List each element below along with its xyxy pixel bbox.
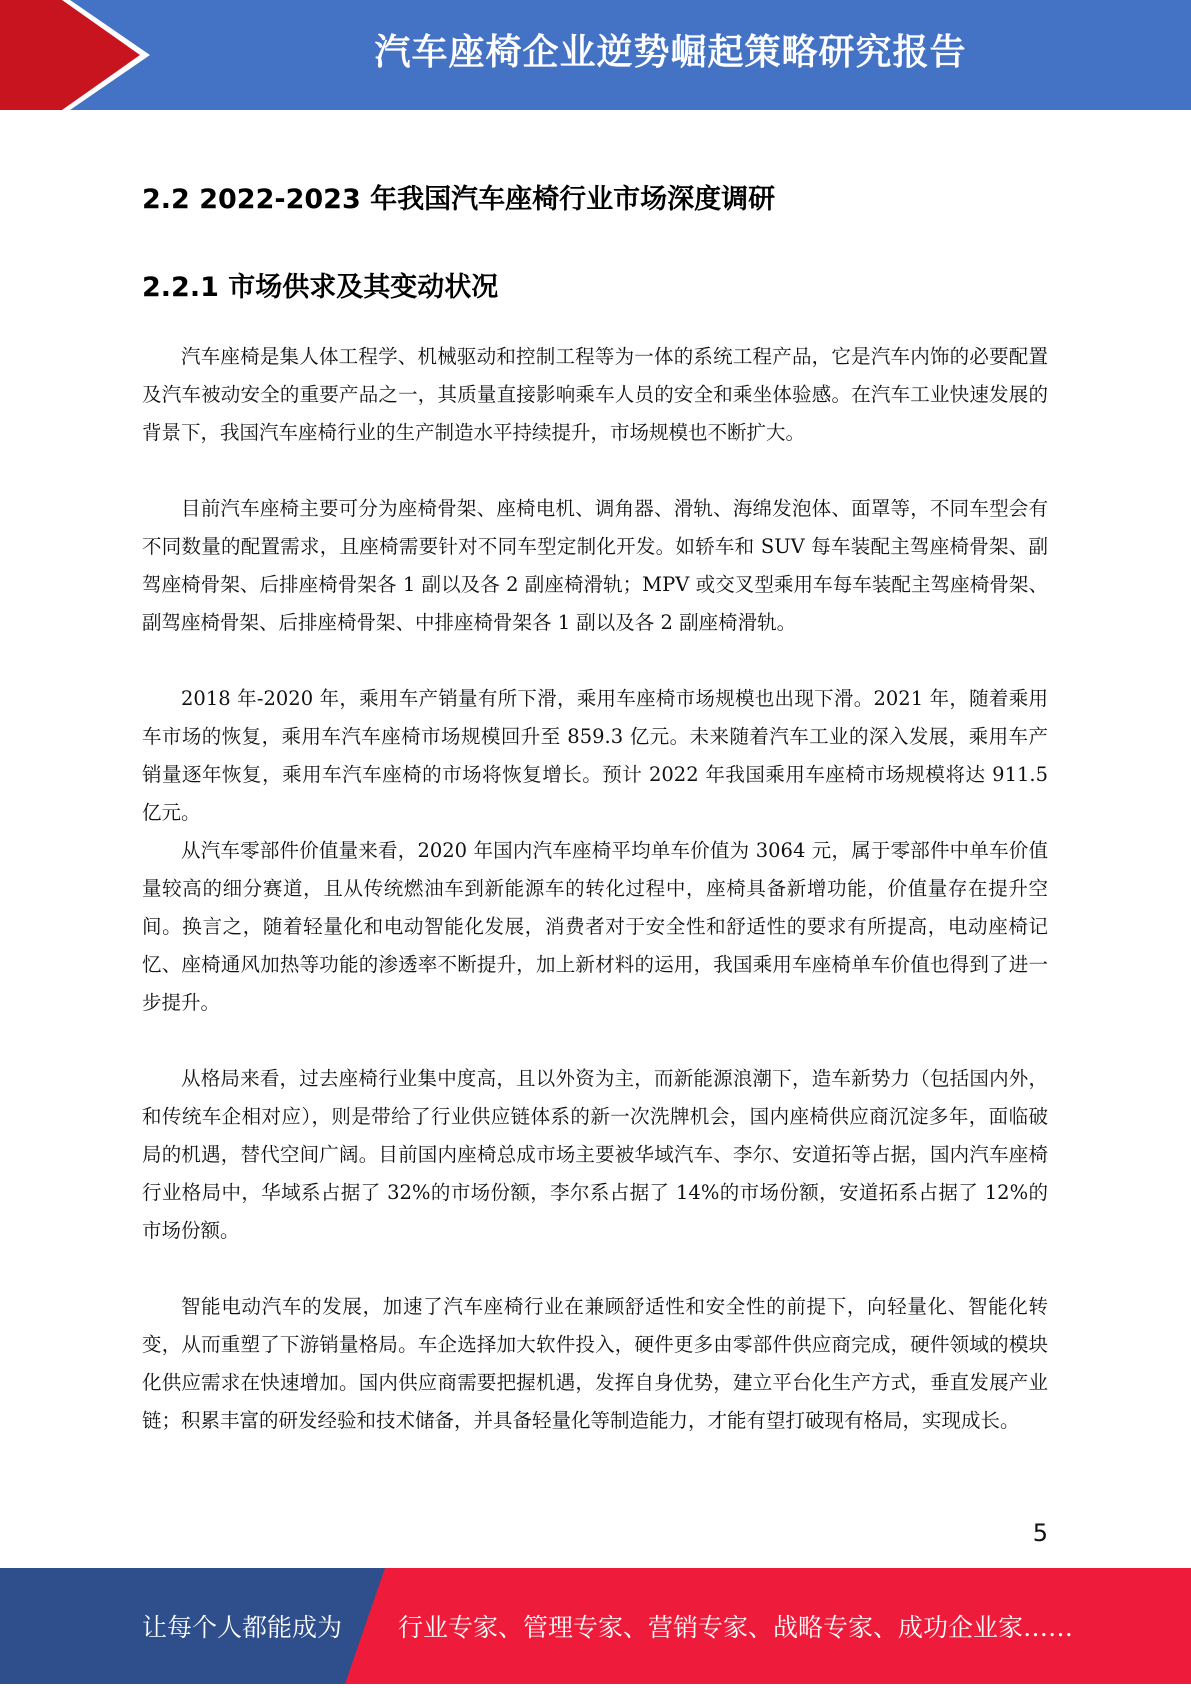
paragraph: 目前汽车座椅主要可分为座椅骨架、座椅电机、调角器、滑轨、海绵发泡体、面罩等，不同车型会有不同数量的配置需求，且座椅需要针对不同车型定制化开发。如轿车和 SUV 每车装配主驾座椅骨架、副驾座椅骨架、后排座椅骨架各 1 副以及各 2 副座椅滑轨；MPV 或交叉型乘用车每车装配主驾座椅骨架、副驾座椅骨架、后排座椅骨架、中排座椅骨架各 1 副以及各 2 副座椅滑轨。 xyxy=(142,497,1048,634)
page-number: 5 xyxy=(1032,1519,1048,1547)
header-arrow-icon xyxy=(0,0,150,110)
paragraph: 2018 年-2020 年，乘用车产销量有所下滑，乘用车座椅市场规模也出现下滑。2021 年，随着乘用车市场的恢复，乘用车汽车座椅市场规模回升至 859.3 亿元。未来随着汽车工业的深入发展，乘用车产销量逐年恢复，乘用车汽车座椅的市场将恢复增长。预计 2022 年我国乘用车座椅市场规模将达 911.5 亿元。 xyxy=(142,687,1048,824)
section-heading: 2.2 2022-2023 年我国汽车座椅行业市场深度调研 xyxy=(142,184,776,215)
paragraph: 汽车座椅是集人体工程学、机械驱动和控制工程等为一体的系统工程产品，它是汽车内饰的必要配置及汽车被动安全的重要产品之一，其质量直接影响乘车人员的安全和乘坐体验感。在汽车工业快速发展的背景下，我国汽车座椅行业的生产制造水平持续提升，市场规模也不断扩大。 xyxy=(142,345,1048,444)
footer-slogan-left: 让每个人都能成为 xyxy=(142,1613,343,1642)
footer-slogan-right: 行业专家、管理专家、营销专家、战略专家、成功企业家…… xyxy=(398,1613,1074,1642)
page-header xyxy=(0,0,1191,110)
paragraph: 从汽车零部件价值量来看，2020 年国内汽车座椅平均单车价值为 3064 元，属于零部件中单车价值量较高的细分赛道，且从传统燃油车到新能源车的转化过程中，座椅具备新增功能，价值量存在提升空间。换言之，随着轻量化和电动智能化发展，消费者对于安全性和舒适性的要求有所提高，电动座椅记忆、座椅通风加热等功能的渗透率不断提升，加上新材料的运用，我国乘用车座椅单车价值也得到了进一步提升。 xyxy=(142,839,1048,1014)
report-title: 汽车座椅企业逆势崛起策略研究报告 xyxy=(374,32,967,73)
page-footer xyxy=(0,1568,1191,1684)
document-body xyxy=(142,170,1048,1440)
paragraph: 从格局来看，过去座椅行业集中度高，且以外资为主，而新能源浪潮下，造车新势力（包括国内外，和传统车企相对应），则是带给了行业供应链体系的新一次洗牌机会，国内座椅供应商沉淀多年，面临破局的机遇，替代空间广阔。目前国内座椅总成市场主要被华域汽车、李尔、安道拓等占据，国内汽车座椅行业格局中，华域系占据了 32%的市场份额，李尔系占据了 14%的市场份额，安道拓系占据了 12%的市场份额。 xyxy=(142,1067,1048,1242)
paragraph: 智能电动汽车的发展，加速了汽车座椅行业在兼顾舒适性和安全性的前提下，向轻量化、智能化转变，从而重塑了下游销量格局。车企选择加大软件投入，硬件更多由零部件供应商完成，硬件领域的模块化供应需求在快速增加。国内供应商需要把握机遇，发挥自身优势，建立平台化生产方式，垂直发展产业链；积累丰富的研发经验和技术储备，并具备轻量化等制造能力，才能有望打破现有格局，实现成长。 xyxy=(142,1295,1048,1432)
subsection-heading: 2.2.1 市场供求及其变动状况 xyxy=(142,272,499,303)
